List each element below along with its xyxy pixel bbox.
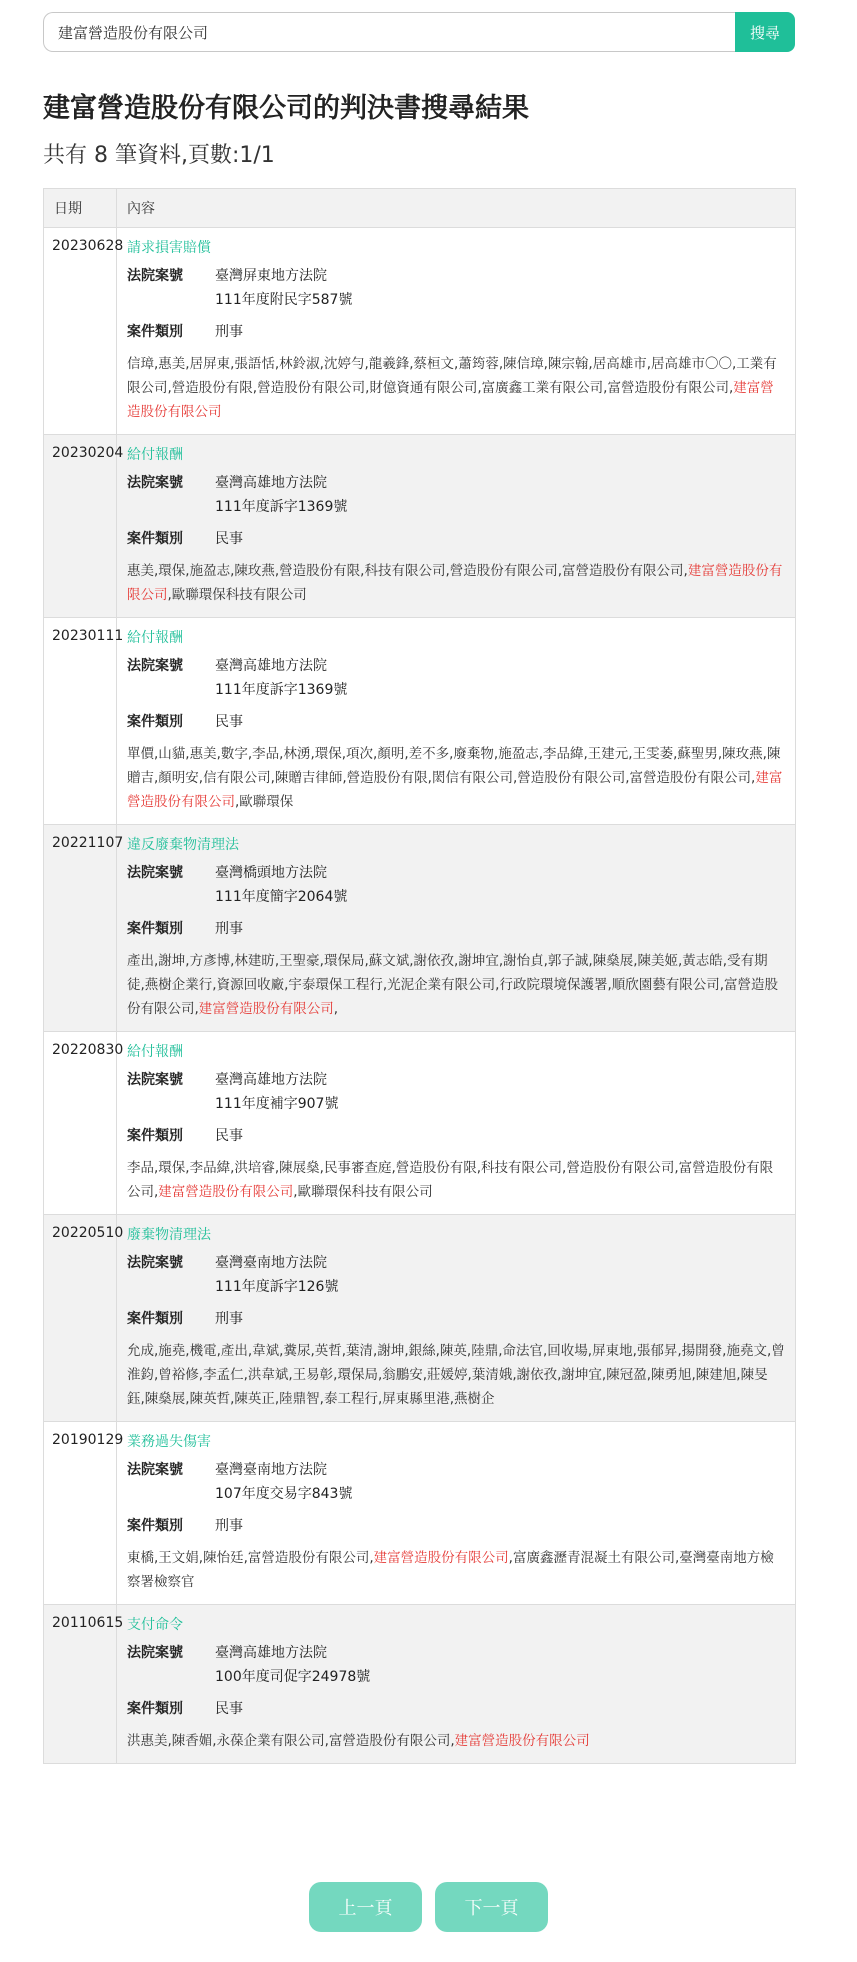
row-date: 20110615	[44, 1605, 117, 1764]
category-field	[127, 1514, 785, 1538]
column-header-content: 內容	[117, 189, 796, 228]
row-content	[117, 1422, 796, 1605]
court-case-value	[215, 654, 347, 702]
court-name: 臺灣高雄地方法院	[215, 475, 327, 491]
table-row	[44, 1215, 796, 1422]
court-case-label: 法院案號	[127, 1645, 183, 1661]
court-case-label: 法院案號	[127, 475, 183, 491]
court-name: 臺灣臺南地方法院	[215, 1462, 327, 1478]
search-bar	[43, 12, 795, 52]
parties-text	[127, 949, 785, 1021]
category-label: 案件類別	[127, 1518, 183, 1534]
row-content	[117, 1032, 796, 1215]
court-case-field	[127, 654, 785, 702]
category-field	[127, 710, 785, 734]
result-count: 共有 8 筆資料,頁數:1/1	[43, 143, 275, 168]
court-case-label: 法院案號	[127, 1072, 183, 1088]
table-row	[44, 825, 796, 1032]
category-label: 案件類別	[127, 714, 183, 730]
case-title-link[interactable]: 請求損害賠償	[127, 240, 211, 256]
court-name: 臺灣屏東地方法院	[215, 268, 327, 284]
highlighted-company: 建富營造股份有限公司	[158, 1184, 294, 1200]
row-date: 20220510	[44, 1215, 117, 1422]
row-date: 20190129	[44, 1422, 117, 1605]
table-header-row	[44, 189, 796, 228]
parties-text	[127, 742, 785, 814]
court-case-field	[127, 1068, 785, 1116]
highlighted-company: 建富營造股份有限公司	[127, 380, 774, 420]
parties-text	[127, 352, 785, 424]
court-case-label: 法院案號	[127, 658, 183, 674]
case-title-link[interactable]: 違反廢棄物清理法	[127, 837, 239, 853]
court-case-label: 法院案號	[127, 865, 183, 881]
parties-list: 洪惠美,陳香媚,永葆企業有限公司,富營造股份有限公司,	[127, 1733, 455, 1749]
results-table	[43, 188, 796, 1764]
parties-text	[127, 1339, 785, 1411]
court-case-value	[215, 1641, 370, 1689]
parties-text	[127, 559, 785, 607]
category-label: 案件類別	[127, 324, 183, 340]
case-title-link[interactable]: 廢棄物清理法	[127, 1227, 211, 1243]
category-field	[127, 527, 785, 551]
category-label: 案件類別	[127, 1311, 183, 1327]
court-case-value	[215, 264, 352, 312]
row-content	[117, 1215, 796, 1422]
court-name: 臺灣高雄地方法院	[215, 658, 327, 674]
category-value: 刑事	[215, 1311, 243, 1327]
parties-list-after: ,	[333, 1001, 339, 1017]
row-content	[117, 228, 796, 435]
parties-list: 李品,環保,李品緯,洪培睿,陳展燊,民事審查庭,營造股份有限,科技有限公司,營造股份有限公司,富營造股份有限公司,	[127, 1160, 774, 1200]
page-title: 建富營造股份有限公司的判決書搜尋結果	[43, 93, 529, 124]
category-label: 案件類別	[127, 1701, 183, 1717]
court-case-value	[215, 471, 347, 519]
court-case-label: 法院案號	[127, 1255, 183, 1271]
case-title-link[interactable]: 業務過失傷害	[127, 1434, 211, 1450]
category-value: 刑事	[215, 1518, 243, 1534]
case-title-link[interactable]: 給付報酬	[127, 447, 183, 463]
court-name: 臺灣高雄地方法院	[215, 1645, 327, 1661]
court-case-field	[127, 264, 785, 312]
highlighted-company: 建富營造股份有限公司	[198, 1001, 334, 1017]
case-number: 111年度補字907號	[215, 1096, 339, 1112]
court-case-field	[127, 1458, 785, 1506]
row-date: 20230111	[44, 618, 117, 825]
court-case-value	[215, 1068, 338, 1116]
case-title-link[interactable]: 給付報酬	[127, 1044, 183, 1060]
row-content	[117, 618, 796, 825]
search-button[interactable]: 搜尋	[735, 12, 795, 52]
case-number: 111年度訴字1369號	[215, 499, 348, 515]
case-number: 111年度訴字1369號	[215, 682, 348, 698]
row-date: 20220830	[44, 1032, 117, 1215]
case-number: 100年度司促字24978號	[215, 1669, 371, 1685]
parties-list-after: ,歐聯環保	[235, 794, 294, 810]
category-value: 民事	[215, 1701, 243, 1717]
table-row	[44, 618, 796, 825]
court-case-value	[215, 861, 347, 909]
highlighted-company: 建富營造股份有限公司	[127, 770, 783, 810]
court-name: 臺灣高雄地方法院	[215, 1072, 327, 1088]
category-value: 民事	[215, 531, 243, 547]
parties-list: 東橋,王文娟,陳怡廷,富營造股份有限公司,	[127, 1550, 374, 1566]
category-value: 刑事	[215, 324, 243, 340]
highlighted-company: 建富營造股份有限公司	[373, 1550, 509, 1566]
court-name: 臺灣臺南地方法院	[215, 1255, 327, 1271]
parties-list-after: ,歐聯環保科技有限公司	[293, 1184, 433, 1200]
search-input[interactable]	[43, 12, 735, 52]
table-row	[44, 228, 796, 435]
parties-text	[127, 1156, 785, 1204]
category-field	[127, 1124, 785, 1148]
category-field	[127, 917, 785, 941]
case-number: 111年度簡字2064號	[215, 889, 348, 905]
parties-list: 單價,山貓,惠美,數字,李品,林湧,環保,項次,顏明,差不多,廢棄物,施盈志,李品緯,王建元,王雯萎,蘇聖男,陳玫燕,陳贈吉,顏明安,信有限公司,陳贈吉律師,營造股份有限,閎信有限公司,營造股份有限公司,富營造股份有限公司,	[127, 746, 781, 786]
category-field	[127, 1697, 785, 1721]
parties-text	[127, 1546, 785, 1594]
category-label: 案件類別	[127, 531, 183, 547]
court-case-field	[127, 861, 785, 909]
row-content	[117, 435, 796, 618]
category-field	[127, 320, 785, 344]
row-content	[117, 825, 796, 1032]
court-case-value	[215, 1458, 352, 1506]
row-date: 20221107	[44, 825, 117, 1032]
parties-list-after: ,歐聯環保科技有限公司	[167, 587, 307, 603]
category-value: 民事	[215, 1128, 243, 1144]
row-date: 20230628	[44, 228, 117, 435]
court-case-field	[127, 471, 785, 519]
row-content	[117, 1605, 796, 1764]
category-value: 民事	[215, 714, 243, 730]
pager	[0, 1882, 857, 1932]
case-number: 111年度附民字587號	[215, 292, 353, 308]
court-case-value	[215, 1251, 338, 1299]
parties-list: 惠美,環保,施盈志,陳玫燕,營造股份有限,科技有限公司,營造股份有限公司,富營造股份有限公司,	[127, 563, 688, 579]
highlighted-company: 建富營造股份有限公司	[127, 563, 783, 603]
category-value: 刑事	[215, 921, 243, 937]
parties-list: 允成,施堯,機電,產出,韋斌,糞尿,英哲,葉清,謝坤,銀絲,陳英,陸鼎,命法官,回收場,屏東地,張郁昇,揚開發,施堯文,曾淮鈞,曾裕修,李孟仁,洪韋斌,王易彰,環保局,翁鵬安,莊媛婷,葉清娥,謝依孜,謝坤宜,陳冠盈,陳勇旭,陳建旭,陳旻鈺,陳燊展,陳英哲,陳英正,陸鼎智,泰工程行,屏東縣里港,燕樹企	[127, 1343, 785, 1407]
court-case-field	[127, 1641, 785, 1689]
parties-list: 信璋,惠美,居屏東,張語恬,林鈴淑,沈婷勻,龍羲鋒,蔡桓文,蕭筠蓉,陳信璋,陳宗翰,居高雄市,居高雄市〇〇,工業有限公司,營造股份有限,營造股份有限公司,財億資通有限公司,富廣鑫工業有限公司,富營造股份有限公司,	[127, 356, 777, 396]
category-field	[127, 1307, 785, 1331]
results-body	[44, 228, 796, 1764]
prev-page-button[interactable]: 上一頁	[309, 1882, 422, 1932]
table-row	[44, 1422, 796, 1605]
case-title-link[interactable]: 支付命令	[127, 1617, 183, 1633]
parties-list-after: ,富廣鑫瀝青混凝土有限公司,臺灣臺南地方檢察署檢察官	[127, 1550, 774, 1590]
next-page-button[interactable]: 下一頁	[435, 1882, 548, 1932]
court-case-label: 法院案號	[127, 1462, 183, 1478]
case-title-link[interactable]: 給付報酬	[127, 630, 183, 646]
table-row	[44, 1605, 796, 1764]
table-row	[44, 1032, 796, 1215]
category-label: 案件類別	[127, 921, 183, 937]
parties-list: 產出,謝坤,方彥博,林建昉,王聖豪,環保局,蘇文斌,謝依孜,謝坤宜,謝怡貞,郭子誠,陳燊展,陳美姬,黃志皓,受有期徒,燕樹企業行,資源回收廠,宇泰環保工程行,光泥企業有限公司,行政院環境保護署,順欣園藝有限公司,富營造股份有限公司,	[127, 953, 779, 1017]
case-number: 107年度交易字843號	[215, 1486, 353, 1502]
row-date: 20230204	[44, 435, 117, 618]
category-label: 案件類別	[127, 1128, 183, 1144]
court-case-field	[127, 1251, 785, 1299]
case-number: 111年度訴字126號	[215, 1279, 339, 1295]
parties-text	[127, 1729, 785, 1753]
table-row	[44, 435, 796, 618]
column-header-date: 日期	[44, 189, 117, 228]
highlighted-company: 建富營造股份有限公司	[454, 1733, 590, 1749]
court-case-label: 法院案號	[127, 268, 183, 284]
court-name: 臺灣橋頭地方法院	[215, 865, 327, 881]
